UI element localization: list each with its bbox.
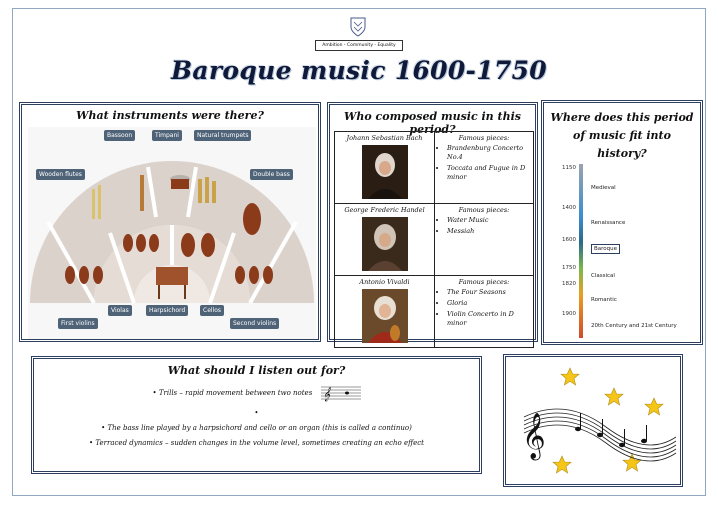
era-romantic: Romantic: [591, 297, 617, 303]
table-row: [335, 132, 534, 204]
svg-text:𝄞: 𝄞: [522, 413, 546, 459]
composers-table: [334, 131, 534, 348]
school-motto: Ambition - Community - Equality: [315, 40, 403, 51]
era-classical: Classical: [591, 273, 615, 279]
listen-list: [34, 384, 479, 447]
music-stars-panel: [503, 354, 683, 487]
orchestra-diagram: [28, 127, 316, 339]
era-20th-21st: 20th Century and 21st Century: [591, 323, 677, 329]
pieces-cell: [435, 204, 534, 276]
timeline-year: 1400: [562, 205, 576, 211]
composer-cell: [335, 204, 435, 276]
label-violas: Violas: [108, 305, 132, 316]
label-wooden-flutes: Wooden flutes: [36, 169, 85, 180]
history-title: Where does this period of music fit into history?: [550, 111, 694, 160]
timeline-year: 1820: [562, 281, 576, 287]
instruments-title: What instruments were there?: [76, 109, 264, 122]
history-panel: [541, 100, 703, 345]
list-item: • Messiah: [447, 227, 531, 236]
instruments-panel: [19, 102, 321, 342]
label-double-bass: Double bass: [250, 169, 293, 180]
composer-cell: [335, 132, 435, 204]
handel-portrait: [362, 217, 408, 271]
bach-portrait: [362, 145, 408, 199]
list-item: • Gloria: [447, 299, 531, 308]
era-medieval: Medieval: [591, 185, 616, 191]
composer-name: George Frederic Handel: [344, 206, 425, 214]
era-baroque: Baroque: [591, 244, 620, 254]
pieces-cell: [435, 276, 534, 348]
label-bassoon: Bassoon: [104, 130, 135, 141]
pieces-heading: Famous pieces:: [458, 134, 510, 142]
label-timpani: Timpani: [152, 130, 182, 141]
list-item: • The bass line played by a harpsichord and cello or an organ (this is called a continuo): [34, 424, 479, 432]
label-natural-trumpets: Natural trumpets: [194, 130, 251, 141]
timeline-year: 1900: [562, 311, 576, 317]
label-second-violins: Second violins: [230, 318, 279, 329]
composer-name: Antonio Vivaldi: [359, 278, 410, 286]
timeline-year: 1750: [562, 265, 576, 271]
table-row: [335, 204, 534, 276]
list-item: • Violin Concerto in D minor: [447, 310, 531, 328]
list-item: [34, 384, 479, 402]
timeline-year: 1600: [562, 237, 576, 243]
listen-title: What should I listen out for?: [167, 364, 346, 377]
vivaldi-portrait: [362, 289, 408, 343]
list-item: • Water Music: [447, 216, 531, 225]
timeline-year: 1150: [562, 165, 576, 171]
pieces-heading: Famous pieces:: [458, 278, 510, 286]
era-renaissance: Renaissance: [591, 220, 626, 226]
composer-cell: [335, 276, 435, 348]
composer-name: Johann Sebastian Bach: [346, 134, 423, 142]
label-cellos: Cellos: [200, 305, 224, 316]
list-item: • Terraced dynamics – sudden changes in the volume level, sometimes creating an echo effect: [34, 439, 479, 447]
listen-item-text: Trills – rapid movement between two notes: [158, 389, 313, 397]
list-item: • Brandenburg Concerto No.4: [447, 144, 531, 162]
pieces-heading: Famous pieces:: [458, 206, 510, 214]
era-baroque-highlight: [591, 246, 620, 252]
pieces-cell: [435, 132, 534, 204]
trill-notation-icon: [321, 384, 361, 402]
label-harpsichord: Harpsichord: [146, 305, 188, 316]
history-timeline: [544, 158, 700, 338]
list-item: • Toccata and Fugue in D minor: [447, 164, 531, 182]
composers-title: Who composed music in this period?: [344, 110, 521, 136]
school-crest-icon: [349, 16, 367, 38]
list-item: [34, 409, 479, 417]
composers-panel: [327, 102, 538, 342]
listen-panel: [31, 356, 482, 474]
svg-text:𝄞: 𝄞: [322, 387, 330, 401]
list-item: • The Four Seasons: [447, 288, 531, 297]
page-title: Baroque music 1600-1750: [170, 56, 547, 85]
table-row: [335, 276, 534, 348]
label-first-violins: First violins: [58, 318, 98, 329]
music-notes-stars-illustration: [506, 357, 680, 484]
